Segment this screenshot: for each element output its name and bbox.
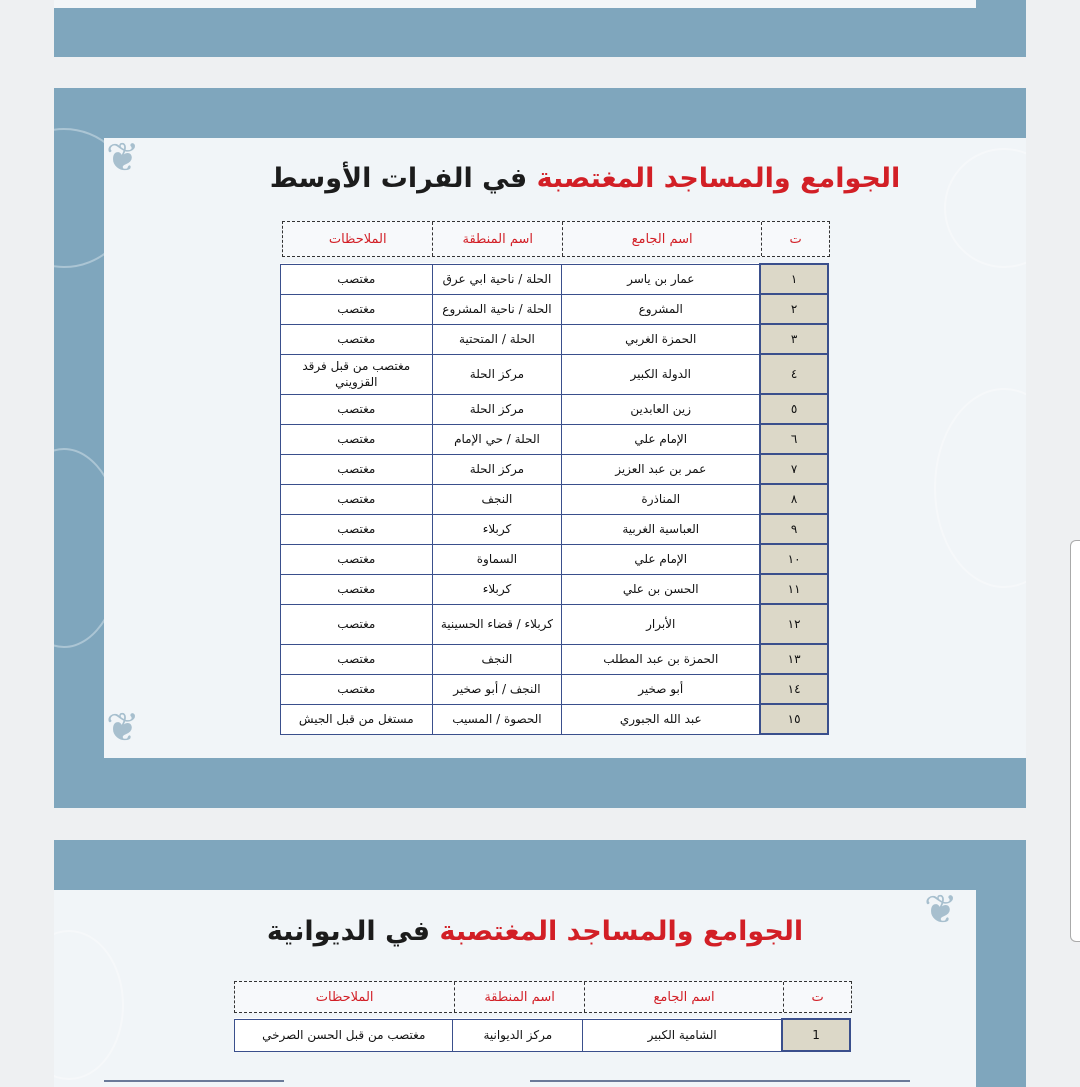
header-num: ت bbox=[761, 222, 829, 256]
table-row bbox=[281, 324, 829, 354]
cell-number: ٥ bbox=[760, 394, 828, 424]
title-region: الديوانية bbox=[266, 916, 376, 947]
table-row bbox=[235, 1019, 851, 1051]
cell-notes: مغتصب bbox=[281, 544, 433, 574]
cell-number: ٢ bbox=[760, 294, 828, 324]
corner-ornament-icon: ❦ bbox=[106, 135, 140, 181]
cell-notes: مغتصب bbox=[281, 514, 433, 544]
cell-notes: مغتصب bbox=[281, 674, 433, 704]
cell-area: كربلاء / قضاء الحسينية bbox=[432, 604, 562, 644]
cell-mosque: الحسن بن علي bbox=[562, 574, 760, 604]
title-in-word: في bbox=[482, 163, 528, 194]
corner-ornament-icon: ❦ bbox=[106, 705, 140, 751]
table-row bbox=[281, 674, 829, 704]
cell-notes: مغتصب bbox=[281, 574, 433, 604]
cell-area: الحلة / ناحية ابي عرق bbox=[432, 264, 562, 294]
header-mosque: اسم الجامع bbox=[562, 222, 761, 256]
cell-notes: مغتصب bbox=[281, 264, 433, 294]
cell-mosque: الإمام علي bbox=[562, 544, 760, 574]
cell-mosque: عمر بن عبد العزيز bbox=[562, 454, 760, 484]
table-row bbox=[281, 294, 829, 324]
corner-ornament-icon: ❦ bbox=[924, 887, 958, 933]
cell-number: ٧ bbox=[760, 454, 828, 484]
cell-number: ٨ bbox=[760, 484, 828, 514]
cell-area: السماوة bbox=[432, 544, 562, 574]
cell-mosque: الأبرار bbox=[562, 604, 760, 644]
cell-number: ٦ bbox=[760, 424, 828, 454]
table-row bbox=[281, 514, 829, 544]
divider-line bbox=[530, 1080, 910, 1082]
cell-mosque: زين العابدين bbox=[562, 394, 760, 424]
cell-notes: مغتصب bbox=[281, 644, 433, 674]
cell-notes: مغتصب bbox=[281, 454, 433, 484]
cell-number: ١٥ bbox=[760, 704, 828, 734]
title-red-part: الجوامع والمساجد المغتصبة bbox=[439, 916, 804, 947]
header-area: اسم المنطقة bbox=[432, 222, 562, 256]
cell-mosque: عمار بن ياسر bbox=[562, 264, 760, 294]
cell-number: ١١ bbox=[760, 574, 828, 604]
cell-number: ٣ bbox=[760, 324, 828, 354]
table-row bbox=[281, 354, 829, 394]
table-row bbox=[281, 604, 829, 644]
cell-area: مركز الحلة bbox=[432, 394, 562, 424]
cell-mosque: الحمزة بن عبد المطلب bbox=[562, 644, 760, 674]
cell-notes: مغتصب bbox=[281, 424, 433, 454]
cell-number: ١٠ bbox=[760, 544, 828, 574]
page-top-partial bbox=[54, 0, 1026, 57]
cell-mosque: العباسية الغربية bbox=[562, 514, 760, 544]
table-row bbox=[281, 704, 829, 734]
cell-notes: مغتصب bbox=[281, 604, 433, 644]
table-header bbox=[234, 981, 852, 1013]
section-title bbox=[54, 916, 976, 947]
table-row bbox=[281, 424, 829, 454]
header-num: ت bbox=[783, 982, 851, 1012]
cell-notes: مغتصب من قبل الحسن الصرخي bbox=[235, 1019, 453, 1051]
cell-area: الحلة / حي الإمام bbox=[432, 424, 562, 454]
table-row bbox=[281, 484, 829, 514]
cell-mosque: الإمام علي bbox=[562, 424, 760, 454]
cell-area: النجف bbox=[432, 644, 562, 674]
mosques-table bbox=[234, 1018, 851, 1052]
header-area: اسم المنطقة bbox=[454, 982, 584, 1012]
page-top-inner bbox=[54, 0, 976, 8]
cell-mosque: الدولة الكبير bbox=[562, 354, 760, 394]
header-notes: الملاحظات bbox=[315, 989, 374, 1005]
cell-number: ٤ bbox=[760, 354, 828, 394]
title-region: الفرات الأوسط bbox=[269, 163, 473, 194]
cell-number: ٩ bbox=[760, 514, 828, 544]
cell-notes: مغتصب من قبل فرقد القزويني bbox=[281, 354, 433, 394]
watermark-ornament bbox=[934, 388, 1026, 588]
header-notes: الملاحظات bbox=[328, 231, 387, 247]
cell-area: النجف bbox=[432, 484, 562, 514]
table-row bbox=[281, 394, 829, 424]
page-scrollbar[interactable] bbox=[1070, 540, 1080, 942]
cell-area: الحلة / المتحتية bbox=[432, 324, 562, 354]
table-row bbox=[281, 264, 829, 294]
cell-mosque: أبو صخير bbox=[562, 674, 760, 704]
cell-mosque: الحمزة الغربي bbox=[562, 324, 760, 354]
cell-number: ١٢ bbox=[760, 604, 828, 644]
cell-number: ١٣ bbox=[760, 644, 828, 674]
cell-mosque: المناذرة bbox=[562, 484, 760, 514]
cell-notes: مغتصب bbox=[281, 394, 433, 424]
page-middle-euphrates bbox=[54, 88, 1026, 808]
cell-notes: مغتصب bbox=[281, 294, 433, 324]
cell-area: الحلة / ناحية المشروع bbox=[432, 294, 562, 324]
cell-mosque: المشروع bbox=[562, 294, 760, 324]
watermark-ornament bbox=[54, 930, 124, 1080]
header-mosque: اسم الجامع bbox=[584, 982, 783, 1012]
cell-area: النجف / أبو صخير bbox=[432, 674, 562, 704]
cell-area: مركز الحلة bbox=[432, 354, 562, 394]
title-red-part: الجوامع والمساجد المغتصبة bbox=[536, 163, 901, 194]
divider-line bbox=[104, 1080, 284, 1082]
table-header bbox=[282, 221, 830, 257]
cell-number: 1 bbox=[782, 1019, 850, 1051]
cell-area: كربلاء bbox=[432, 574, 562, 604]
cell-number: ١ bbox=[760, 264, 828, 294]
document-card bbox=[104, 135, 1026, 758]
section-title bbox=[104, 163, 1026, 194]
title-in-word: في bbox=[385, 916, 431, 947]
cell-area: مركز الحلة bbox=[432, 454, 562, 484]
cell-notes: مغتصب bbox=[281, 484, 433, 514]
cell-mosque: الشامية الكبير bbox=[583, 1019, 783, 1051]
table-row bbox=[281, 454, 829, 484]
table-row bbox=[281, 644, 829, 674]
cell-notes: مستغل من قبل الجيش bbox=[281, 704, 433, 734]
cell-mosque: عبد الله الجبوري bbox=[562, 704, 760, 734]
cell-area: الحصوة / المسيب bbox=[432, 704, 562, 734]
cell-number: ١٤ bbox=[760, 674, 828, 704]
mosques-table bbox=[280, 263, 829, 735]
table-row bbox=[281, 544, 829, 574]
cell-notes: مغتصب bbox=[281, 324, 433, 354]
table-row bbox=[281, 574, 829, 604]
cell-area: مركز الديوانية bbox=[453, 1019, 583, 1051]
document-card bbox=[54, 887, 976, 1087]
cell-area: كربلاء bbox=[432, 514, 562, 544]
page-diwaniyah bbox=[54, 840, 1026, 1087]
